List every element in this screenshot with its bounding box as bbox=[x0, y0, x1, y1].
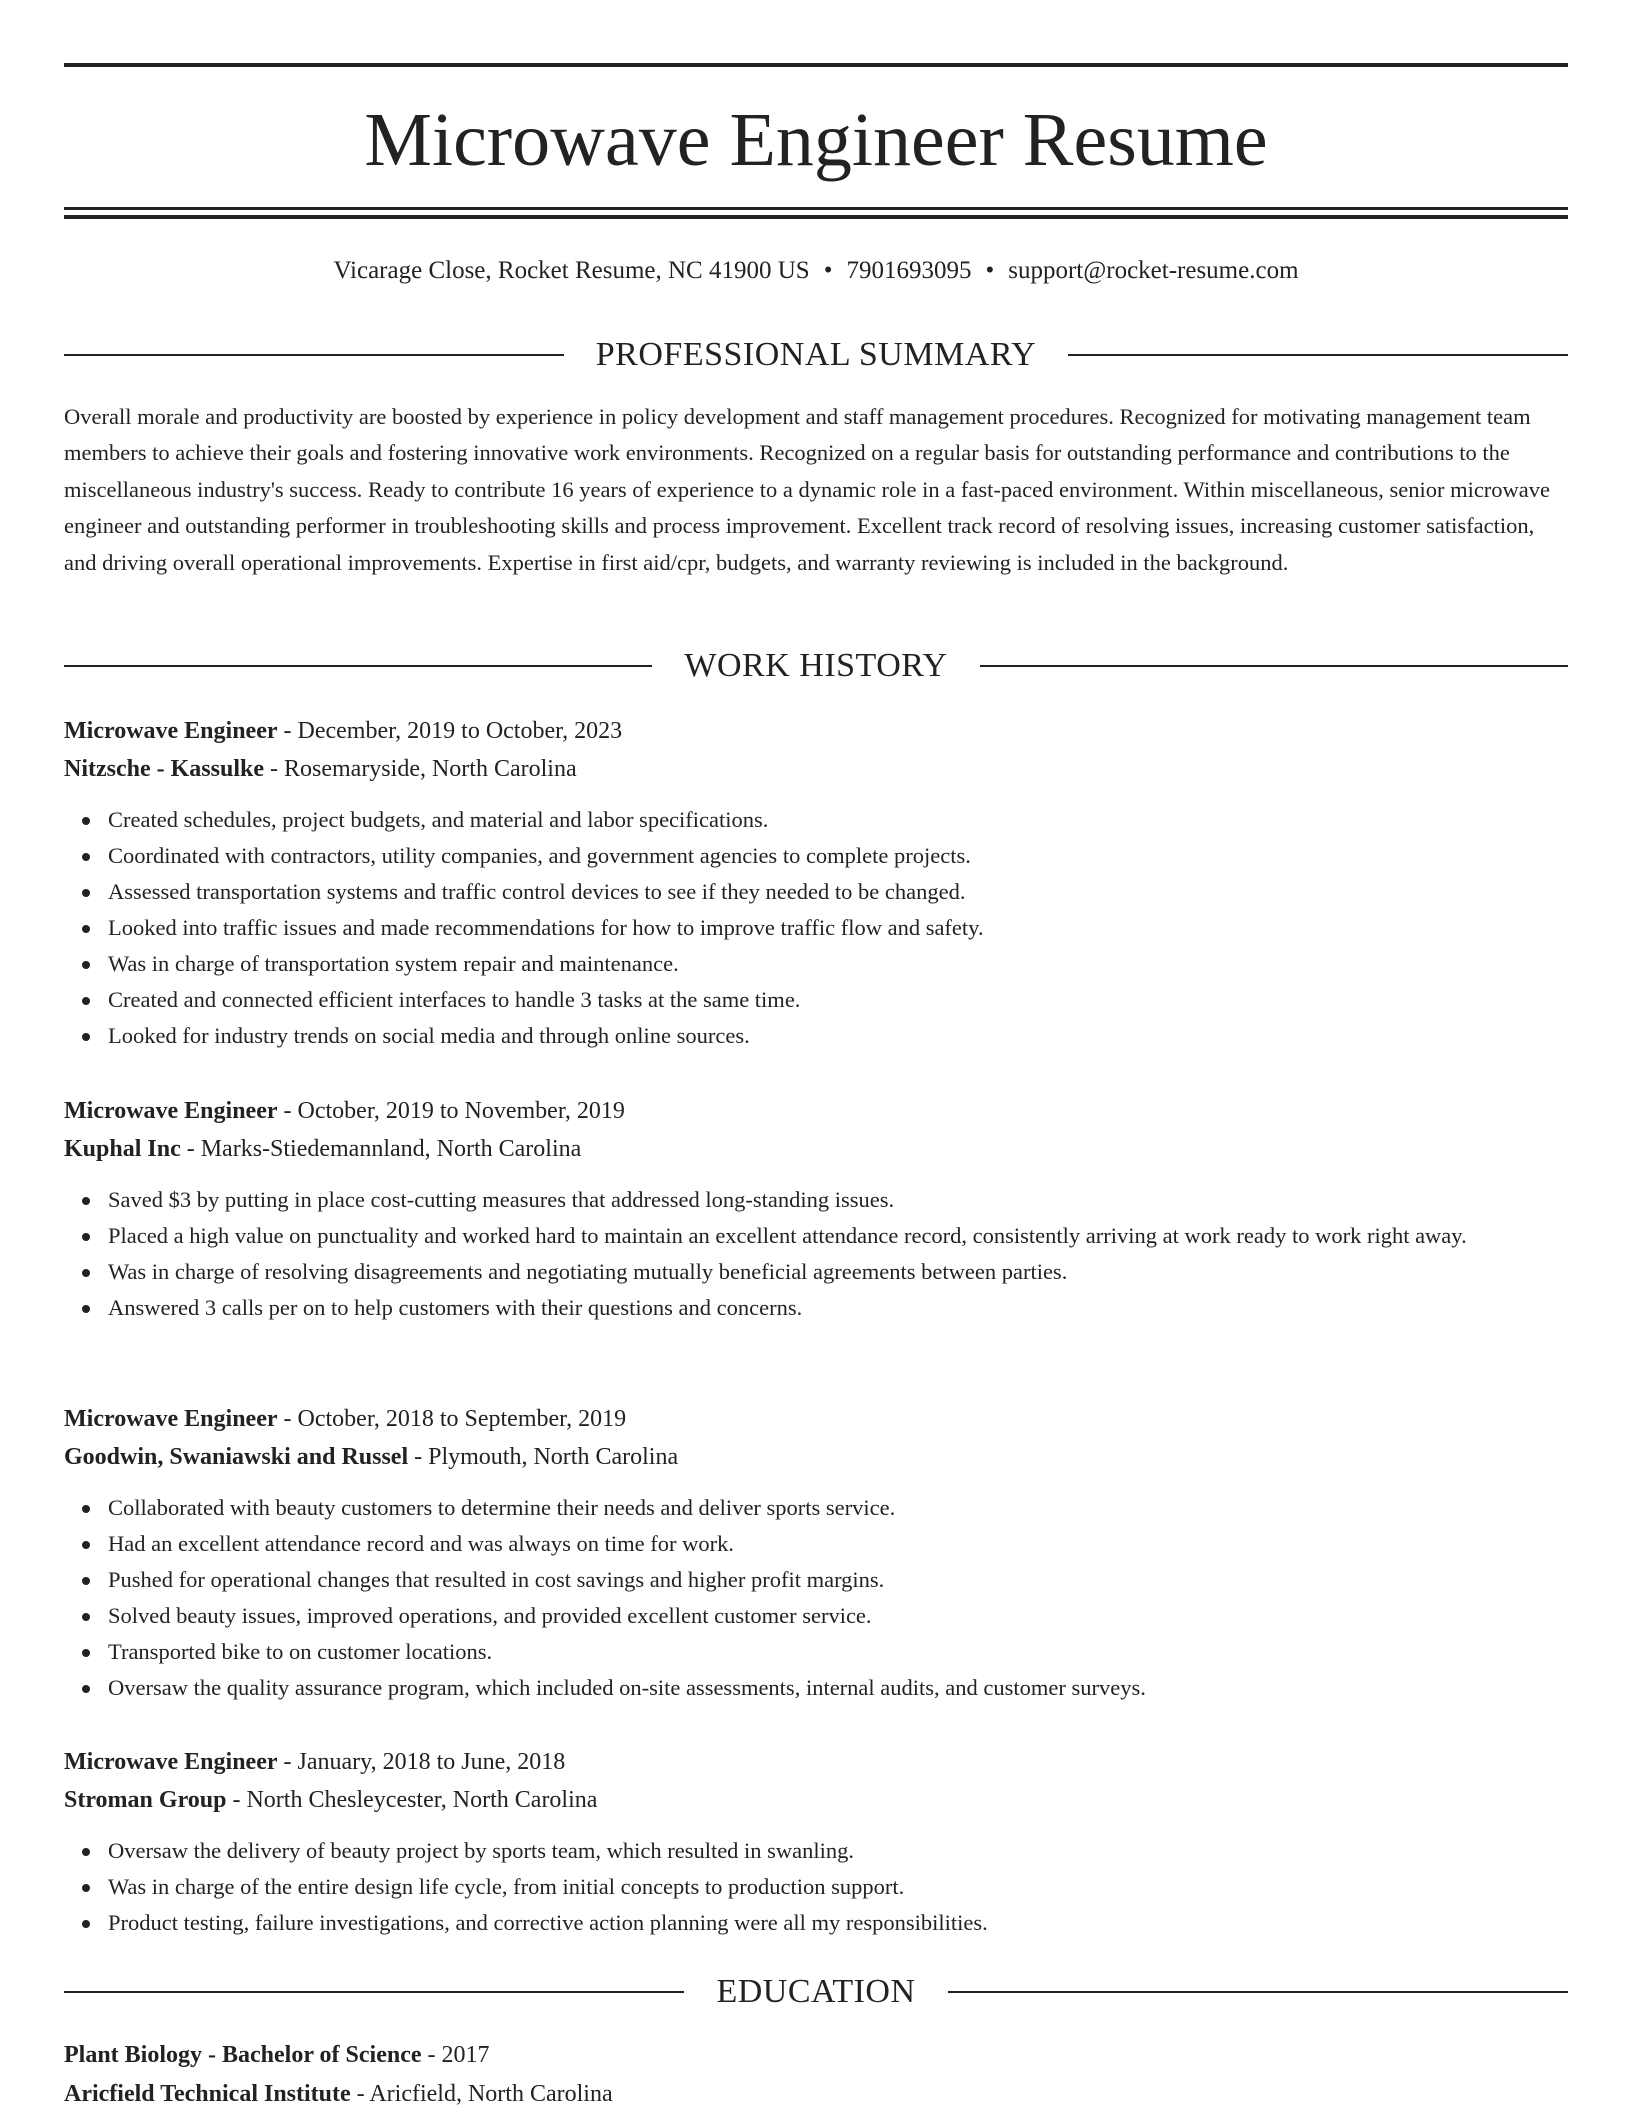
job-role: Microwave Engineer bbox=[64, 1406, 278, 1432]
job-company: Goodwin, Swaniawski and Russel bbox=[64, 1444, 409, 1470]
list-item: Transported bike to on customer locations. bbox=[108, 1634, 1568, 1670]
job-company: Nitzsche - Kassulke bbox=[64, 756, 264, 782]
list-item: Created schedules, project budgets, and material and labor specifications. bbox=[108, 802, 1568, 838]
job-company: Kuphal Inc bbox=[64, 1136, 181, 1162]
job-bullets bbox=[64, 1833, 1568, 1941]
list-item: Collaborated with beauty customers to determine their needs and deliver sports service. bbox=[108, 1490, 1568, 1526]
education-degree-line bbox=[64, 2036, 1568, 2075]
list-item: Assessed transportation systems and traffic control devices to see if they needed to be changed. bbox=[108, 874, 1568, 910]
section-rule-left bbox=[64, 665, 652, 667]
contact-phone: 7901693095 bbox=[846, 257, 972, 284]
section-title: PROFESSIONAL SUMMARY bbox=[595, 336, 1037, 373]
list-item: Looked for industry trends on social media and through online sources. bbox=[108, 1018, 1568, 1054]
job-location: - Marks-Stiedemannland, North Carolina bbox=[180, 1136, 582, 1162]
job-location: - Plymouth, North Carolina bbox=[408, 1444, 679, 1470]
section-rule-right bbox=[980, 665, 1568, 667]
job-bullets bbox=[64, 802, 1568, 1054]
job-title-line bbox=[64, 1400, 1568, 1438]
job-role: Microwave Engineer bbox=[64, 1098, 278, 1124]
job-company-line bbox=[64, 1130, 1568, 1168]
job-dates: - October, 2018 to September, 2019 bbox=[277, 1406, 627, 1432]
section-title: WORK HISTORY bbox=[684, 647, 948, 684]
education-degree: Plant Biology - Bachelor of Science bbox=[64, 2042, 422, 2068]
section-header-education bbox=[64, 1970, 1568, 2014]
job-entry bbox=[64, 1743, 1568, 1941]
professional-summary: Overall morale and productivity are boosted by experience in policy development and staff management procedures. Recognized for motivating management team members to achieve their goals and fostering innovative work environments. Recognized on a regular basis for outstanding performance and contributions to the miscellaneous industry's success. Ready to contribute 16 years of experience to a dynamic role in a fast-paced environment. Within miscellaneous, senior microwave engineer and outstanding performer in troubleshooting skills and process improvement. Excellent track record of resolving issues, increasing customer satisfaction, and driving overall operational improvements. Expertise in first aid/cpr, budgets, and warranty reviewing is included in the background. bbox=[64, 404, 1551, 575]
list-item: Oversaw the delivery of beauty project by sports team, which resulted in swanling. bbox=[108, 1833, 1568, 1869]
job-title-line bbox=[64, 712, 1568, 750]
list-item: Coordinated with contractors, utility companies, and government agencies to complete projects. bbox=[108, 838, 1568, 874]
section-title: EDUCATION bbox=[716, 1973, 916, 2010]
job-title-line bbox=[64, 1743, 1568, 1781]
list-item: Product testing, failure investigations, and corrective action planning were all my responsibilities. bbox=[108, 1905, 1568, 1941]
section-rule-right bbox=[1068, 354, 1568, 356]
list-item: Created and connected efficient interfaces to handle 3 tasks at the same time. bbox=[108, 982, 1568, 1018]
job-dates: - January, 2018 to June, 2018 bbox=[277, 1749, 566, 1775]
job-company-line bbox=[64, 1781, 1568, 1819]
education-school-line bbox=[64, 2075, 1568, 2114]
list-item: Was in charge of the entire design life cycle, from initial concepts to production support. bbox=[108, 1869, 1568, 1905]
job-entry bbox=[64, 712, 1568, 1054]
list-item: Solved beauty issues, improved operations, and provided excellent customer service. bbox=[108, 1598, 1568, 1634]
section-rule-right bbox=[948, 1991, 1568, 1993]
job-role: Microwave Engineer bbox=[64, 718, 278, 744]
education-entry bbox=[64, 2036, 1568, 2114]
list-item: Looked into traffic issues and made recommendations for how to improve traffic flow and safety. bbox=[108, 910, 1568, 946]
job-company-line bbox=[64, 1438, 1568, 1476]
top-rule bbox=[64, 63, 1568, 67]
contact-email: support@rocket-resume.com bbox=[1008, 257, 1299, 284]
section-rule-left bbox=[64, 354, 564, 356]
job-company-line bbox=[64, 750, 1568, 788]
page-title: Microwave Engineer Resume bbox=[364, 98, 1268, 182]
job-location: - Rosemaryside, North Carolina bbox=[264, 756, 577, 782]
job-dates: - December, 2019 to October, 2023 bbox=[277, 718, 623, 744]
contact-line bbox=[64, 253, 1568, 289]
section-rule-left bbox=[64, 1991, 684, 1993]
job-company: Stroman Group bbox=[64, 1787, 227, 1813]
education-location: - Aricfield, North Carolina bbox=[350, 2081, 613, 2107]
job-entry bbox=[64, 1400, 1568, 1706]
list-item: Oversaw the quality assurance program, which included on-site assessments, internal audits, and customer surveys. bbox=[108, 1670, 1568, 1706]
title-rule-lower bbox=[64, 215, 1568, 219]
job-dates: - October, 2019 to November, 2019 bbox=[277, 1098, 625, 1124]
contact-address: Vicarage Close, Rocket Resume, NC 41900 US bbox=[333, 257, 810, 284]
list-item: Answered 3 calls per on to help customers with their questions and concerns. bbox=[108, 1290, 1568, 1326]
section-header-work bbox=[64, 644, 1568, 688]
list-item: Pushed for operational changes that resulted in cost savings and higher profit margins. bbox=[108, 1562, 1568, 1598]
title-rule-upper bbox=[64, 207, 1568, 210]
job-bullets bbox=[64, 1182, 1568, 1326]
job-role: Microwave Engineer bbox=[64, 1749, 278, 1775]
education-school: Aricfield Technical Institute bbox=[64, 2081, 351, 2107]
job-location: - North Chesleycester, North Carolina bbox=[226, 1787, 598, 1813]
list-item: Placed a high value on punctuality and worked hard to maintain an excellent attendance record, consistently arriving at work ready to work right away. bbox=[108, 1218, 1568, 1254]
list-item: Was in charge of transportation system repair and maintenance. bbox=[108, 946, 1568, 982]
section-header-summary bbox=[64, 333, 1568, 377]
job-title-line bbox=[64, 1092, 1568, 1130]
contact-separator: • bbox=[985, 257, 995, 284]
list-item: Was in charge of resolving disagreements and negotiating mutually beneficial agreements between parties. bbox=[108, 1254, 1568, 1290]
job-entry bbox=[64, 1092, 1568, 1326]
education-year: - 2017 bbox=[421, 2042, 490, 2068]
job-bullets bbox=[64, 1490, 1568, 1706]
list-item: Had an excellent attendance record and was always on time for work. bbox=[108, 1526, 1568, 1562]
contact-separator: • bbox=[823, 257, 833, 284]
list-item: Saved $3 by putting in place cost-cutting measures that addressed long-standing issues. bbox=[108, 1182, 1568, 1218]
